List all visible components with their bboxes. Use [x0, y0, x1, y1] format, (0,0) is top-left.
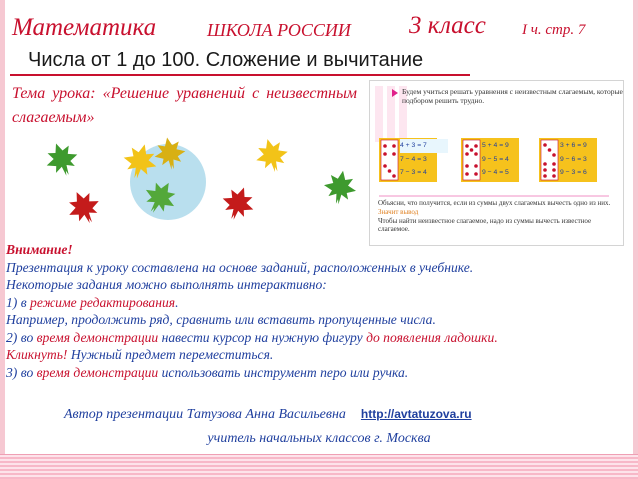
attention-heading: Внимание! — [6, 242, 73, 257]
subject-title: Математика — [12, 14, 157, 41]
page-reference: I ч. стр. 7 — [522, 22, 586, 38]
school-program: ШКОЛА РОССИИ — [207, 20, 351, 40]
textbook-intro: Будем учиться решать уравнения с неизвестным слагаемым, которые подбором решить трудно. — [402, 87, 623, 105]
leaves-illustration — [40, 130, 380, 250]
note-line: 1) в режиме редактирования. — [6, 294, 179, 310]
maple-leaf-icon[interactable] — [62, 185, 106, 229]
textbook-conclusion: Объясни, что получится, если из суммы двух слагаемых вычесть одно из них. Значит вывод Чтобы найти неизвестное слагаемое, надо из суммы вычесть известное слагаемое. — [378, 199, 611, 234]
bottom-decorative-bar — [0, 454, 638, 479]
maple-leaf-icon[interactable] — [41, 138, 83, 181]
note-line: Кликнуть! Нужный предмет переместиться. — [6, 347, 274, 362]
grade-label: 3 класс — [409, 12, 486, 39]
domino-equations-3: 3 + 6 = 9 9 − 6 = 3 9 − 3 = 6 — [560, 142, 587, 176]
left-border-stripe — [0, 0, 5, 479]
note-line: Презентация к уроку составлена на основе заданий, расположенных в учебнике. — [6, 259, 474, 275]
lesson-topic: Тема урока: «Решение уравнений с неизвестным слагаемым» — [12, 85, 357, 126]
note-line: Некоторые задания можно выполнять интерактивно: — [6, 277, 327, 292]
note-line: 2) во время демонстрации навести курсор на нужную фигуру до появления ладошки. — [6, 329, 498, 345]
maple-leaf-icon[interactable] — [321, 168, 359, 207]
instructions-block — [6, 241, 626, 381]
author-line — [64, 407, 624, 423]
note-line: Например, продолжить ряд, сравнить или вставить пропущенные числа. — [6, 312, 436, 327]
domino-equations-2: 5 + 4 = 9 9 − 5 = 4 9 − 4 = 5 — [482, 142, 509, 176]
play-arrow-icon — [392, 89, 398, 97]
title-underline — [10, 74, 470, 76]
maple-leaf-icon[interactable] — [252, 135, 292, 176]
author-name: Автор презентации Татузова Анна Васильевна — [64, 407, 346, 422]
maple-leaf-icon[interactable] — [217, 182, 259, 225]
author-website-link[interactable]: http://avtatuzova.ru — [360, 407, 472, 421]
right-border-stripe — [633, 0, 638, 479]
author-position: учитель начальных классов г. Москва — [207, 431, 431, 446]
note-line: 3) во время демонстрации использовать инструмент перо или ручка. — [6, 364, 409, 380]
domino-equations-1: 4 + 3 = 7 7 − 4 = 3 7 − 3 = 4 — [400, 139, 448, 180]
topic-title: Числа от 1 до 100. Сложение и вычитание — [28, 49, 424, 71]
